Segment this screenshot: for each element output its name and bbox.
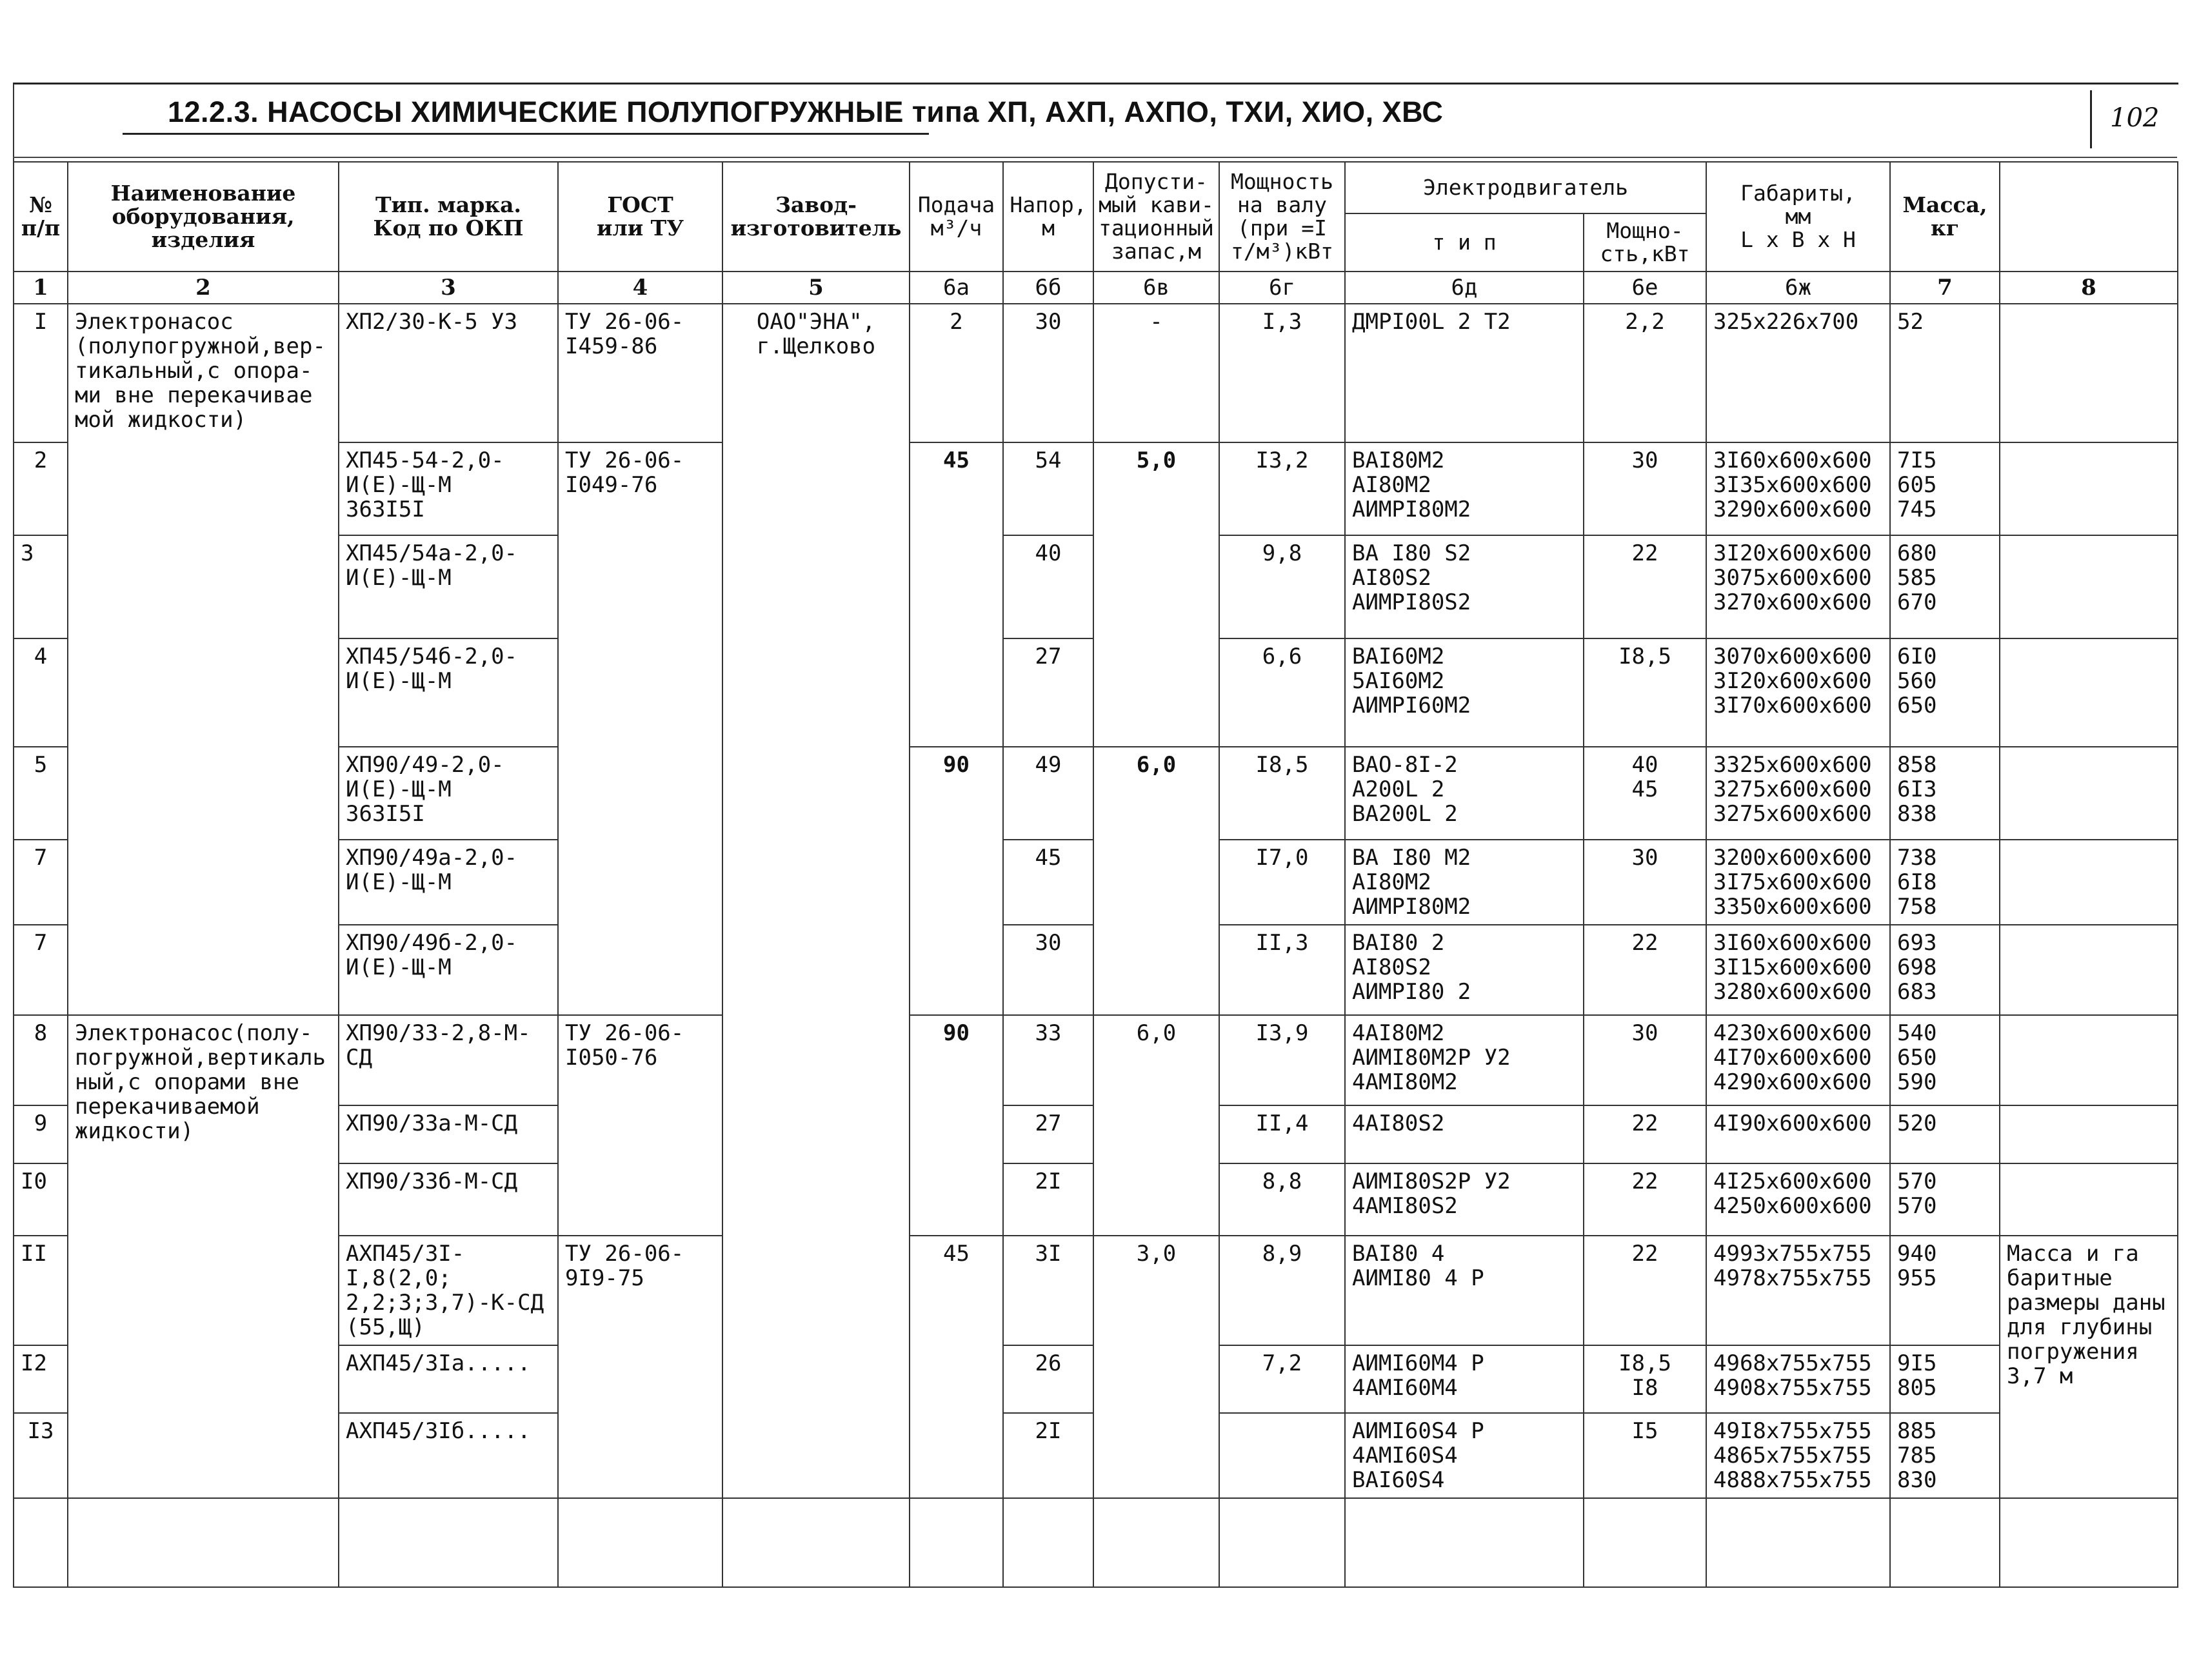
row-num: I3 xyxy=(14,1413,68,1498)
mass-value: 693 698 683 xyxy=(1890,925,2000,1015)
model-code: ХП90/33а-М-СД xyxy=(339,1105,558,1163)
col-header-power: Мощность на валу (при =I т/м³)кВт xyxy=(1219,162,1345,272)
equipment-name: Электронасос (полупогружной,вер- тикальный,с опора- ми вне перекачивае мой жидкости) xyxy=(68,304,339,1015)
header-divider xyxy=(13,157,2177,158)
model-code: ХП45-54-2,0- И(Е)-Щ-М 363I5I xyxy=(339,442,558,535)
motor-power: 22 xyxy=(1584,925,1706,1015)
power-value: I7,0 xyxy=(1219,840,1345,925)
flow-value: 90 xyxy=(910,747,1003,1015)
mass-value: 9I5 805 xyxy=(1890,1345,2000,1413)
col-number: 6е xyxy=(1584,272,1706,304)
gost-spec: ТУ 26-06- I050-76 xyxy=(558,1015,722,1236)
flow-value: 45 xyxy=(910,1236,1003,1498)
col-number: 2 xyxy=(68,272,339,304)
row-num: 7 xyxy=(14,925,68,1015)
model-code: ХП45/54а-2,0- И(Е)-Щ-М xyxy=(339,535,558,638)
motor-power: 22 xyxy=(1584,1105,1706,1163)
empty-cell xyxy=(1219,1498,1345,1587)
dimensions: 49I8x755x755 4865x755x755 4888x755x755 xyxy=(1706,1413,1890,1498)
dimensions: 3070x600x600 3I20x600x600 3I70x600x600 xyxy=(1706,638,1890,747)
npsh-value: 3,0 xyxy=(1093,1236,1219,1498)
head-value: 2I xyxy=(1003,1413,1093,1498)
motor-power: I5 xyxy=(1584,1413,1706,1498)
empty-cell xyxy=(1584,1498,1706,1587)
npsh-value: 6,0 xyxy=(1093,747,1219,1015)
col-number: 6а xyxy=(910,272,1003,304)
row-num: 2 xyxy=(14,442,68,535)
col-number: 6в xyxy=(1093,272,1219,304)
dimensions: 4968x755x755 4908x755x755 xyxy=(1706,1345,1890,1413)
empty-cell xyxy=(1890,1498,2000,1587)
motor-type: ВА I80 S2 АI80S2 АИМРI80S2 xyxy=(1345,535,1584,638)
flow-value: 90 xyxy=(910,1015,1003,1236)
model-code: АХП45/3Iа..... xyxy=(339,1345,558,1413)
head-value: 45 xyxy=(1003,840,1093,925)
note xyxy=(2000,535,2178,638)
empty-cell xyxy=(910,1498,1003,1587)
motor-power: 30 xyxy=(1584,442,1706,535)
col-header-motor-type: т и п xyxy=(1345,213,1584,272)
col-number: 6д xyxy=(1345,272,1584,304)
col-header-num: № п/п xyxy=(14,162,68,272)
mass-value: 540 650 590 xyxy=(1890,1015,2000,1105)
col-header-dims: Габариты, мм L x B x H xyxy=(1706,162,1890,272)
empty-cell xyxy=(1093,1498,1219,1587)
mass-value: 940 955 xyxy=(1890,1236,2000,1345)
head-value: 40 xyxy=(1003,535,1093,638)
mass-value: 7I5 605 745 xyxy=(1890,442,2000,535)
empty-cell xyxy=(722,1498,910,1587)
flow-value: 2 xyxy=(910,304,1003,442)
empty-cell xyxy=(1706,1498,1890,1587)
dimensions: 3I60x600x600 3I35x600x600 3290x600x600 xyxy=(1706,442,1890,535)
table-row xyxy=(14,1015,2178,1105)
head-value: 33 xyxy=(1003,1015,1093,1105)
model-code: ХП2/30-К-5 У3 xyxy=(339,304,558,442)
motor-type: ВАI80 2 АI80S2 АИМРI80 2 xyxy=(1345,925,1584,1015)
model-code: АХП45/3I-I,8(2,0; 2,2;3;3,7)-К-СД (55,Щ) xyxy=(339,1236,558,1345)
gost-spec: ТУ 26-06- I049-76 xyxy=(558,442,722,1015)
power-value: II,3 xyxy=(1219,925,1345,1015)
row-num: 5 xyxy=(14,747,68,840)
motor-power: 22 xyxy=(1584,1236,1706,1345)
mass-value: 858 6I3 838 xyxy=(1890,747,2000,840)
table-row xyxy=(14,1236,2178,1345)
power-value xyxy=(1219,1413,1345,1498)
col-header-motor-power: Мощно- сть,кВт xyxy=(1584,213,1706,272)
head-value: 2I xyxy=(1003,1163,1093,1236)
head-value: 3I xyxy=(1003,1236,1093,1345)
page-number: 102 xyxy=(2090,90,2161,148)
motor-type: ВАI80М2 АI80М2 АИМРI80М2 xyxy=(1345,442,1584,535)
col-header-maker: Завод- изготовитель xyxy=(722,162,910,272)
gost-spec: ТУ 26-06- 9I9-75 xyxy=(558,1236,722,1498)
col-header-flow: Подача м³/ч xyxy=(910,162,1003,272)
row-num: 3 xyxy=(14,535,68,638)
head-value: 30 xyxy=(1003,925,1093,1015)
row-num: I0 xyxy=(14,1163,68,1236)
flow-value: 45 xyxy=(910,442,1003,747)
motor-type: ВАО-8I-2 А200L 2 ВА200L 2 xyxy=(1345,747,1584,840)
npsh-value: - xyxy=(1093,304,1219,442)
motor-power: 2,2 xyxy=(1584,304,1706,442)
column-number-row xyxy=(14,272,2178,304)
empty-row xyxy=(14,1498,2178,1587)
dimensions: 3325x600x600 3275x600x600 3275x600x600 xyxy=(1706,747,1890,840)
power-value: I3,2 xyxy=(1219,442,1345,535)
col-header-motor-group: Электродвигатель xyxy=(1345,162,1706,213)
empty-cell xyxy=(14,1498,68,1587)
power-value: I3,9 xyxy=(1219,1015,1345,1105)
note xyxy=(2000,1015,2178,1105)
col-number: 8 xyxy=(2000,272,2178,304)
power-value: I8,5 xyxy=(1219,747,1345,840)
empty-cell xyxy=(68,1498,339,1587)
col-number: 5 xyxy=(722,272,910,304)
col-header-head: Напор, м xyxy=(1003,162,1093,272)
col-header-name: Наименование оборудования, изделия xyxy=(68,162,339,272)
col-number: 6г xyxy=(1219,272,1345,304)
note xyxy=(2000,638,2178,747)
col-number: 6ж xyxy=(1706,272,1890,304)
title-underline xyxy=(123,133,929,135)
power-value: 8,8 xyxy=(1219,1163,1345,1236)
power-value: 7,2 xyxy=(1219,1345,1345,1413)
empty-cell xyxy=(339,1498,558,1587)
motor-type: АИМI80S2Р У2 4АМI80S2 xyxy=(1345,1163,1584,1236)
motor-type: ВАI80 4 АИМI80 4 Р xyxy=(1345,1236,1584,1345)
note xyxy=(2000,747,2178,840)
col-number: 1 xyxy=(14,272,68,304)
head-value: 26 xyxy=(1003,1345,1093,1413)
row-num: 7 xyxy=(14,840,68,925)
model-code: ХП90/49-2,0- И(Е)-Щ-М 363I5I xyxy=(339,747,558,840)
col-header-npsh: Допусти- мый кави- тационный запас,м xyxy=(1093,162,1219,272)
row-num: I2 xyxy=(14,1345,68,1413)
note xyxy=(2000,840,2178,925)
npsh-value: 5,0 xyxy=(1093,442,1219,747)
col-number: 7 xyxy=(1890,272,2000,304)
mass-value: 738 6I8 758 xyxy=(1890,840,2000,925)
motor-power: 22 xyxy=(1584,535,1706,638)
mass-value: 520 xyxy=(1890,1105,2000,1163)
manufacturer: ОАО"ЭНА", г.Щелково xyxy=(722,304,910,1498)
model-code: ХП45/54б-2,0- И(Е)-Щ-М xyxy=(339,638,558,747)
note xyxy=(2000,1105,2178,1163)
dimensions: 4I90x600x600 xyxy=(1706,1105,1890,1163)
col-number: 4 xyxy=(558,272,722,304)
power-value: I,3 xyxy=(1219,304,1345,442)
motor-power: 30 xyxy=(1584,1015,1706,1105)
note: Масса и га баритные размеры даны для глубины погружения 3,7 м xyxy=(2000,1236,2178,1498)
note xyxy=(2000,442,2178,535)
mass-value: 52 xyxy=(1890,304,2000,442)
row-num: 9 xyxy=(14,1105,68,1163)
row-num: 8 xyxy=(14,1015,68,1105)
model-code: ХП90/49б-2,0- И(Е)-Щ-М xyxy=(339,925,558,1015)
empty-cell xyxy=(558,1498,722,1587)
dimensions: 3200x600x600 3I75x600x600 3350x600x600 xyxy=(1706,840,1890,925)
motor-type: 4АI80S2 xyxy=(1345,1105,1584,1163)
empty-cell xyxy=(1345,1498,1584,1587)
col-header-note xyxy=(2000,162,2178,272)
col-header-model: Тип. марка. Код по ОКП xyxy=(339,162,558,272)
head-value: 49 xyxy=(1003,747,1093,840)
head-value: 27 xyxy=(1003,1105,1093,1163)
power-value: 6,6 xyxy=(1219,638,1345,747)
motor-type: ДМРI00L 2 Т2 xyxy=(1345,304,1584,442)
head-value: 27 xyxy=(1003,638,1093,747)
table-row xyxy=(14,304,2178,442)
dimensions: 325x226x700 xyxy=(1706,304,1890,442)
table-row xyxy=(14,747,2178,840)
model-code: ХП90/33б-М-СД xyxy=(339,1163,558,1236)
row-num: I xyxy=(14,304,68,442)
empty-cell xyxy=(1003,1498,1093,1587)
mass-value: 680 585 670 xyxy=(1890,535,2000,638)
motor-power: 22 xyxy=(1584,1163,1706,1236)
npsh-value: 6,0 xyxy=(1093,1015,1219,1236)
col-number: 3 xyxy=(339,272,558,304)
motor-type: 4АI80М2 АИМI80М2Р У2 4АМI80М2 xyxy=(1345,1015,1584,1105)
mass-value: 885 785 830 xyxy=(1890,1413,2000,1498)
motor-type: ВАI60М2 5АI60М2 АИМРI60М2 xyxy=(1345,638,1584,747)
col-header-mass: Масса, кг xyxy=(1890,162,2000,272)
row-num: 4 xyxy=(14,638,68,747)
model-code: АХП45/3Iб..... xyxy=(339,1413,558,1498)
dimensions: 4I25x600x600 4250x600x600 xyxy=(1706,1163,1890,1236)
col-number: 6б xyxy=(1003,272,1093,304)
row-num: II xyxy=(14,1236,68,1345)
dimensions: 4993x755x755 4978x755x755 xyxy=(1706,1236,1890,1345)
table-row xyxy=(14,442,2178,535)
motor-power: I8,5 I8 xyxy=(1584,1345,1706,1413)
model-code: ХП90/49а-2,0- И(Е)-Щ-М xyxy=(339,840,558,925)
head-value: 54 xyxy=(1003,442,1093,535)
motor-type: АИМI60S4 Р 4АМI60S4 ВАI60S4 xyxy=(1345,1413,1584,1498)
power-value: 9,8 xyxy=(1219,535,1345,638)
document-title: 12.2.3. НАСОСЫ ХИМИЧЕСКИЕ ПОЛУПОГРУЖНЫЕ типа ХП, АХП, АХПО, ТХИ, ХИО, ХВС xyxy=(168,95,1444,128)
motor-power: I8,5 xyxy=(1584,638,1706,747)
dimensions: 4230x600x600 4I70x600x600 4290x600x600 xyxy=(1706,1015,1890,1105)
motor-power: 30 xyxy=(1584,840,1706,925)
equipment-table xyxy=(13,161,2178,1588)
mass-value: 570 570 xyxy=(1890,1163,2000,1236)
gost-spec: ТУ 26-06- I459-86 xyxy=(558,304,722,442)
power-value: II,4 xyxy=(1219,1105,1345,1163)
equipment-name: Электронасос(полу- погружной,вертикаль ный,с опорами вне перекачиваемой жидкости) xyxy=(68,1015,339,1498)
col-header-gost: ГОСТ или ТУ xyxy=(558,162,722,272)
motor-power: 40 45 xyxy=(1584,747,1706,840)
note xyxy=(2000,304,2178,442)
power-value: 8,9 xyxy=(1219,1236,1345,1345)
dimensions: 3I20x600x600 3075x600x600 3270x600x600 xyxy=(1706,535,1890,638)
motor-type: АИМI60М4 Р 4АМI60М4 xyxy=(1345,1345,1584,1413)
note xyxy=(2000,1163,2178,1236)
head-value: 30 xyxy=(1003,304,1093,442)
mass-value: 6I0 560 650 xyxy=(1890,638,2000,747)
motor-type: ВА I80 М2 АI80М2 АИМРI80М2 xyxy=(1345,840,1584,925)
empty-cell xyxy=(2000,1498,2178,1587)
dimensions: 3I60x600x600 3I15x600x600 3280x600x600 xyxy=(1706,925,1890,1015)
note xyxy=(2000,925,2178,1015)
model-code: ХП90/33-2,8-М-СД xyxy=(339,1015,558,1105)
